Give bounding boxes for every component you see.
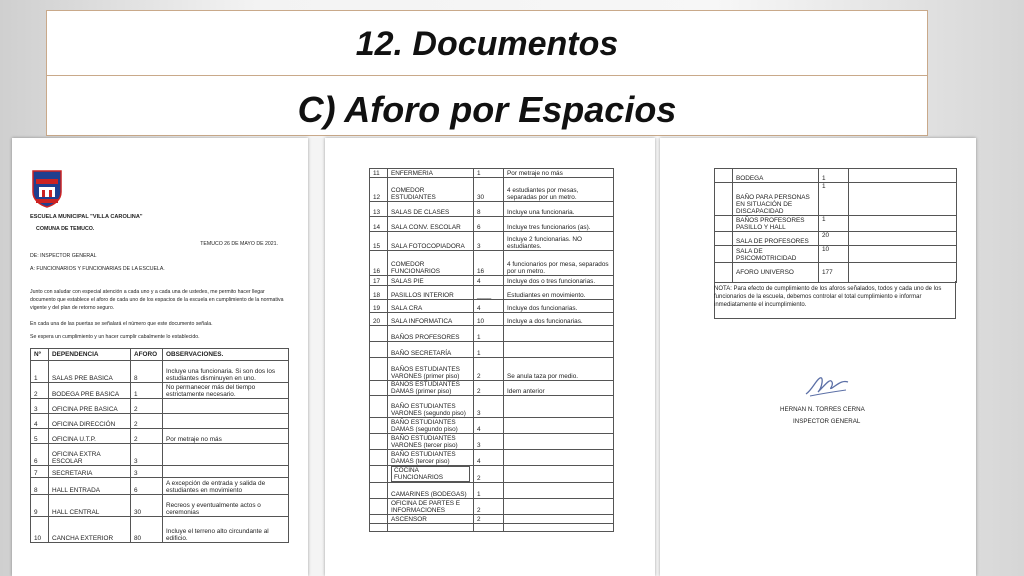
cell: 177	[819, 263, 849, 283]
cell: 2	[474, 381, 504, 396]
cell: 5	[31, 429, 49, 444]
cell: 1	[474, 342, 504, 358]
cell: COMEDOR FUNCIONARIOS	[388, 251, 474, 276]
cell: ____	[474, 286, 504, 300]
cell: SALA CONV. ESCOLAR	[388, 217, 474, 232]
cell: SALAS PIE	[388, 276, 474, 286]
signer-role: INSPECTOR GENERAL	[793, 418, 861, 425]
table-row	[370, 434, 614, 450]
cell	[370, 434, 388, 450]
cell	[715, 216, 733, 232]
cell: 1	[474, 169, 504, 178]
cell: 30	[474, 178, 504, 202]
cell	[163, 414, 289, 429]
cell	[504, 396, 614, 418]
table-row	[370, 326, 614, 342]
cell: 1	[474, 326, 504, 342]
table-row	[31, 444, 289, 466]
cell: Recreos y eventualmente actos o ceremonias	[163, 495, 289, 517]
cell: BAÑOS ESTUDIANTES DAMAS (primer piso)	[388, 381, 474, 396]
cell: 12	[370, 178, 388, 202]
cell	[504, 434, 614, 450]
cell: BAÑO ESTUDIANTES VARONES (tercer piso)	[388, 434, 474, 450]
cell: BAÑOS ESTUDIANTES VARONES (primer piso)	[388, 358, 474, 381]
cell	[474, 524, 504, 532]
table-row	[715, 169, 957, 183]
cell: 15	[370, 232, 388, 251]
cell: OFICINA EXTRA ESCOLAR	[49, 444, 131, 466]
cell: 10	[819, 246, 849, 263]
cell	[849, 183, 957, 216]
cell: 1	[474, 483, 504, 499]
aforo-table-1	[30, 348, 289, 543]
cell: 1	[819, 216, 849, 232]
cell: Idem anterior	[504, 381, 614, 396]
document-page-2	[325, 138, 655, 576]
cell: Se anula taza por medio.	[504, 358, 614, 381]
cell: 20	[370, 313, 388, 326]
table-row	[31, 466, 289, 478]
cell: 20	[819, 232, 849, 246]
cell: 9	[31, 495, 49, 517]
cell: AFORO UNIVERSO	[733, 263, 819, 283]
table-row	[370, 396, 614, 418]
table-row	[370, 300, 614, 313]
cell: 6	[131, 478, 163, 495]
cell	[388, 524, 474, 532]
table-row	[370, 342, 614, 358]
cell: OFICINA DIRECCIÓN	[49, 414, 131, 429]
cell	[370, 381, 388, 396]
cell	[370, 466, 388, 483]
cell: 1	[31, 361, 49, 383]
signer-name: HERNAN N. TORRES CERNA	[780, 406, 865, 413]
cell: 3	[131, 444, 163, 466]
cell	[849, 263, 957, 283]
slide-header	[46, 10, 928, 136]
cell	[715, 232, 733, 246]
cell: 4	[474, 450, 504, 466]
table-row	[370, 358, 614, 381]
cell: BAÑO ESTUDIANTES VARONES (segundo piso)	[388, 396, 474, 418]
table-row	[31, 383, 289, 399]
cell: Incluye el terreno alto circundante al edificio.	[163, 517, 289, 543]
table-row	[715, 216, 957, 232]
table-row	[370, 466, 614, 483]
header-divider	[47, 75, 927, 76]
cell: 2	[474, 466, 504, 483]
cell	[715, 183, 733, 216]
cell	[715, 246, 733, 263]
cell	[163, 399, 289, 414]
cell	[504, 450, 614, 466]
table-row	[370, 251, 614, 276]
cell: 17	[370, 276, 388, 286]
cell: 30	[131, 495, 163, 517]
cell: A excepción de entrada y salida de estudiantes en movimiento	[163, 478, 289, 495]
cell	[504, 326, 614, 342]
letter-date: TEMUCO 26 DE MAYO DE 2021.	[200, 241, 278, 247]
cell: ASCENSOR	[388, 515, 474, 524]
cell: 4	[474, 276, 504, 286]
cell: SALA CRA	[388, 300, 474, 313]
cell	[163, 466, 289, 478]
cell: 2	[31, 383, 49, 399]
cell: SALA INFORMATICA	[388, 313, 474, 326]
cell: Incluye tres funcionarios (as).	[504, 217, 614, 232]
cell: Incluye a dos funcionarias.	[504, 313, 614, 326]
cell: 1	[131, 383, 163, 399]
cell	[504, 499, 614, 515]
cell	[715, 263, 733, 283]
table-row	[370, 418, 614, 434]
column-header: AFORO	[131, 349, 163, 361]
cell	[370, 326, 388, 342]
cell: 4	[474, 418, 504, 434]
cell	[370, 450, 388, 466]
cell: 8	[31, 478, 49, 495]
cell: SALA DE PROFESORES	[733, 232, 819, 246]
cell	[849, 246, 957, 263]
cell	[849, 232, 957, 246]
letter-body-paragraph: En cada una de las puertas se señalará el número que este documento señala.	[30, 321, 213, 327]
cell	[370, 396, 388, 418]
table-row	[370, 286, 614, 300]
letter-body-paragraph: Se espera un cumplimiento y un hacer cumplir cabalmente lo establecido.	[30, 334, 200, 340]
cell	[504, 418, 614, 434]
cell: 16	[370, 251, 388, 276]
cell	[849, 169, 957, 183]
cell: 18	[370, 286, 388, 300]
school-name: ESCUELA MUNICIPAL "VILLA CAROLINA"	[30, 214, 143, 220]
cell: 6	[474, 217, 504, 232]
comuna: COMUNA DE TEMUCO.	[36, 226, 95, 232]
cell: 1	[819, 169, 849, 183]
cell: Por metraje no más	[163, 429, 289, 444]
school-crest-icon	[30, 168, 64, 208]
cell: 2	[131, 399, 163, 414]
cell: 8	[474, 202, 504, 217]
signature-icon	[802, 370, 852, 400]
column-header: DEPENDENCIA	[49, 349, 131, 361]
cell: 1	[819, 183, 849, 216]
cell: 80	[131, 517, 163, 543]
table-row	[31, 399, 289, 414]
cell	[370, 342, 388, 358]
letter-body-paragraph: Junto con saludar con especial atención a cada uno y a cada una de ustedes, me permito hacer llegar documento que establece el aforo de cada uno de los espacios de la escuela en cumplimiento de la normativa vigente y del plan de retorno seguro.	[30, 289, 284, 311]
cell: ENFERMERIA	[388, 169, 474, 178]
table-row	[370, 499, 614, 515]
cell: 2	[131, 429, 163, 444]
table-row	[370, 483, 614, 499]
cell: 3	[474, 434, 504, 450]
table-row	[31, 517, 289, 543]
cell: 2	[474, 515, 504, 524]
cell: 4 funcionarios por mesa, separados por un metro.	[504, 251, 614, 276]
cell: SALAS DE CLASES	[388, 202, 474, 217]
cell: 6	[31, 444, 49, 466]
table-row	[370, 313, 614, 326]
cell	[370, 524, 388, 532]
table-row	[370, 169, 614, 178]
table-row	[370, 276, 614, 286]
table-row	[715, 183, 957, 216]
cell: Incluye 2 funcionarias. NO estudiantes.	[504, 232, 614, 251]
cell: OFICINA PRE BASICA	[49, 399, 131, 414]
cell: 3	[131, 466, 163, 478]
cell: Incluye dos o tres funcionarias.	[504, 276, 614, 286]
table-row	[370, 217, 614, 232]
cell: PASILLOS INTERIOR	[388, 286, 474, 300]
cell: 3	[474, 232, 504, 251]
cell: Estudiantes en movimiento.	[504, 286, 614, 300]
cell: 14	[370, 217, 388, 232]
aforo-table-3	[714, 168, 957, 283]
document-page-1	[12, 138, 308, 576]
table-row	[370, 178, 614, 202]
table-row	[370, 450, 614, 466]
cell: BODEGA	[733, 169, 819, 183]
table-row	[31, 414, 289, 429]
cell: 2	[474, 358, 504, 381]
cell: BODEGA PRE BASICA	[49, 383, 131, 399]
cell: BAÑO ESTUDIANTES DAMAS (tercer piso)	[388, 450, 474, 466]
cell	[504, 483, 614, 499]
cell: BAÑOS PROFESORES PASILLO Y HALL	[733, 216, 819, 232]
cell: 16	[474, 251, 504, 276]
table-row	[370, 202, 614, 217]
cell	[388, 466, 474, 483]
cell	[504, 466, 614, 483]
cell	[715, 169, 733, 183]
cell: 10	[474, 313, 504, 326]
cell: HALL ENTRADA	[49, 478, 131, 495]
slide-subtitle: C) Aforo por Espacios	[297, 89, 677, 130]
cell: HALL CENTRAL	[49, 495, 131, 517]
cell: 11	[370, 169, 388, 178]
letter-from: DE: INSPECTOR GENERAL	[30, 253, 97, 259]
cell: 4 estudiantes por mesas, separadas por un metro.	[504, 178, 614, 202]
cell: 7	[31, 466, 49, 478]
table-row	[370, 381, 614, 396]
cell	[504, 342, 614, 358]
cell	[370, 515, 388, 524]
cell	[370, 483, 388, 499]
table-row	[715, 246, 957, 263]
cell	[163, 444, 289, 466]
cell: Por metraje no más	[504, 169, 614, 178]
table-row	[31, 495, 289, 517]
cell: 4	[31, 414, 49, 429]
cell	[370, 499, 388, 515]
cell: Incluye una funcionaria. Si son dos los estudiantes disminuyen en uno.	[163, 361, 289, 383]
cell: COMEDOR ESTUDIANTES	[388, 178, 474, 202]
column-header: OBSERVACIONES.	[163, 349, 289, 361]
note-text: NOTA: Para efecto de cumplimiento de los aforos señalados, todos y cada uno de los funcionarios de la escuela, debemos controlar el total cumplimiento e informar inmediatamente el incumplimiento.	[714, 286, 942, 308]
table-row	[31, 429, 289, 444]
table-row	[370, 524, 614, 532]
table-row	[31, 478, 289, 495]
letter-to: A: FUNCIONARIOS Y FUNCIONARIAS DE LA ESCUELA.	[30, 266, 165, 272]
cell: 3	[474, 396, 504, 418]
table-row	[370, 515, 614, 524]
cell: BAÑOS PROFESORES	[388, 326, 474, 342]
cell	[504, 515, 614, 524]
cell: CAMARINES (BODEGAS)	[388, 483, 474, 499]
cell: OFICINA DE PARTES E INFORMACIONES	[388, 499, 474, 515]
cell: BAÑO PARA PERSONAS EN SITUACIÓN DE DISCAPACIDAD	[733, 183, 819, 216]
cell	[370, 358, 388, 381]
cell	[504, 524, 614, 532]
cell: BAÑO ESTUDIANTES DAMAS (segundo piso)	[388, 418, 474, 434]
table-row	[715, 263, 957, 283]
cell: 13	[370, 202, 388, 217]
cell: Incluye una funcionaria.	[504, 202, 614, 217]
cell: OFICINA U.T.P.	[49, 429, 131, 444]
cell: 2	[474, 499, 504, 515]
cell: SECRETARIA	[49, 466, 131, 478]
table-row	[31, 361, 289, 383]
cell: 3	[31, 399, 49, 414]
table-row	[715, 232, 957, 246]
slide-title: 12. Documentos	[355, 25, 619, 63]
column-header: Nº	[31, 349, 49, 361]
table-row	[370, 232, 614, 251]
cell: Incluye dos funcionarias.	[504, 300, 614, 313]
cell: 2	[131, 414, 163, 429]
cell: No permanecer más del tiempo estrictamente necesario.	[163, 383, 289, 399]
aforo-table-2	[369, 168, 614, 532]
cell: 10	[31, 517, 49, 543]
cell: 8	[131, 361, 163, 383]
cell: SALA FOTOCOPIADORA	[388, 232, 474, 251]
cell: BAÑO SECRETARÍA	[388, 342, 474, 358]
cell: SALAS PRE BASICA	[49, 361, 131, 383]
table-header-row	[31, 349, 289, 361]
cocina-label: COCINA FUNCIONARIOS	[391, 466, 470, 482]
cell: 4	[474, 300, 504, 313]
cell: CANCHA EXTERIOR	[49, 517, 131, 543]
cell: 19	[370, 300, 388, 313]
cell: SALA DE PSICOMOTRICIDAD	[733, 246, 819, 263]
cell	[370, 418, 388, 434]
cell	[849, 216, 957, 232]
document-page-3	[660, 138, 976, 576]
